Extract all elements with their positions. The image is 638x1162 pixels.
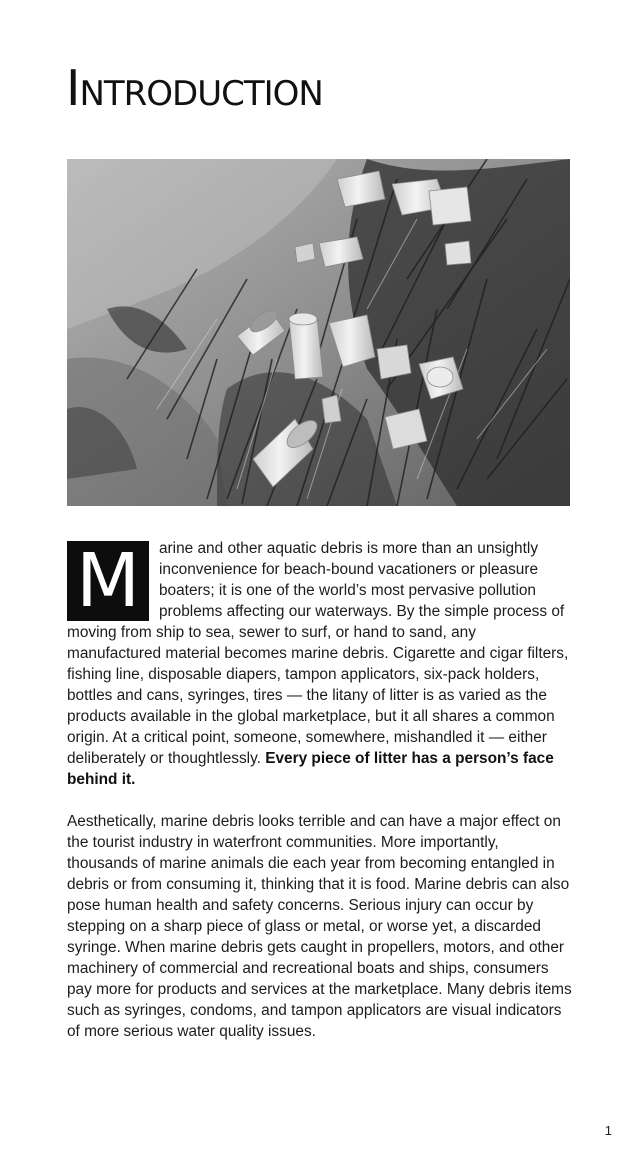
title-initial: I — [66, 60, 80, 117]
page-number: 1 — [604, 1123, 612, 1138]
photo-illustration — [67, 159, 570, 506]
article-body — [67, 538, 572, 1042]
intro-paragraph — [67, 538, 572, 790]
page-title — [66, 60, 323, 119]
litter-in-water-photo — [67, 159, 570, 506]
intro-emphasis: Every piece of litter has a person’s face behind it. — [67, 750, 554, 788]
aesthetics-paragraph: Aesthetically, marine debris looks terrible and can have a major effect on the tourist industry in waterfront communities. More importantly, thousands of marine animals die each year from becoming entangled in debris or from consuming it, thinking that it is food. Marine debris can also pose human health and safety concerns. Serious injury can occur by stepping on a sharp piece of glass or metal, or worse yet, a discarded syringe. When marine debris gets caught in propellers, motors, and other machinery of commercial and recreational boats and ships, consumers pay more for products and services at the marketplace. Many debris items such as syringes, condoms, and tampon applicators are visual indicators of more serious water quality issues. — [67, 813, 572, 1040]
drop-cap-letter: M — [67, 541, 149, 621]
title-rest: NTRODUCTION — [79, 74, 323, 114]
intro-paragraph-text: arine and other aquatic debris is more than an unsightly inconvenience for beach-bound vacationers or pleasure boaters; it is one of the world’s most pervasive pollution problems affecting our waterways. By the simple process of moving from ship to sea, sewer to surf, or hand to sand, any manufactured material becomes marine debris. Cigarette and cigar filters, fishing line, disposable diapers, tampon applicators, six-pack holders, bottles and cans, syringes, tires — the litany of litter is as varied as the products available in the global marketplace, but it all shares a common origin. At a critical point, someone, somewhere, mishandled it — either deliberately or thoughtlessly. — [67, 540, 569, 767]
